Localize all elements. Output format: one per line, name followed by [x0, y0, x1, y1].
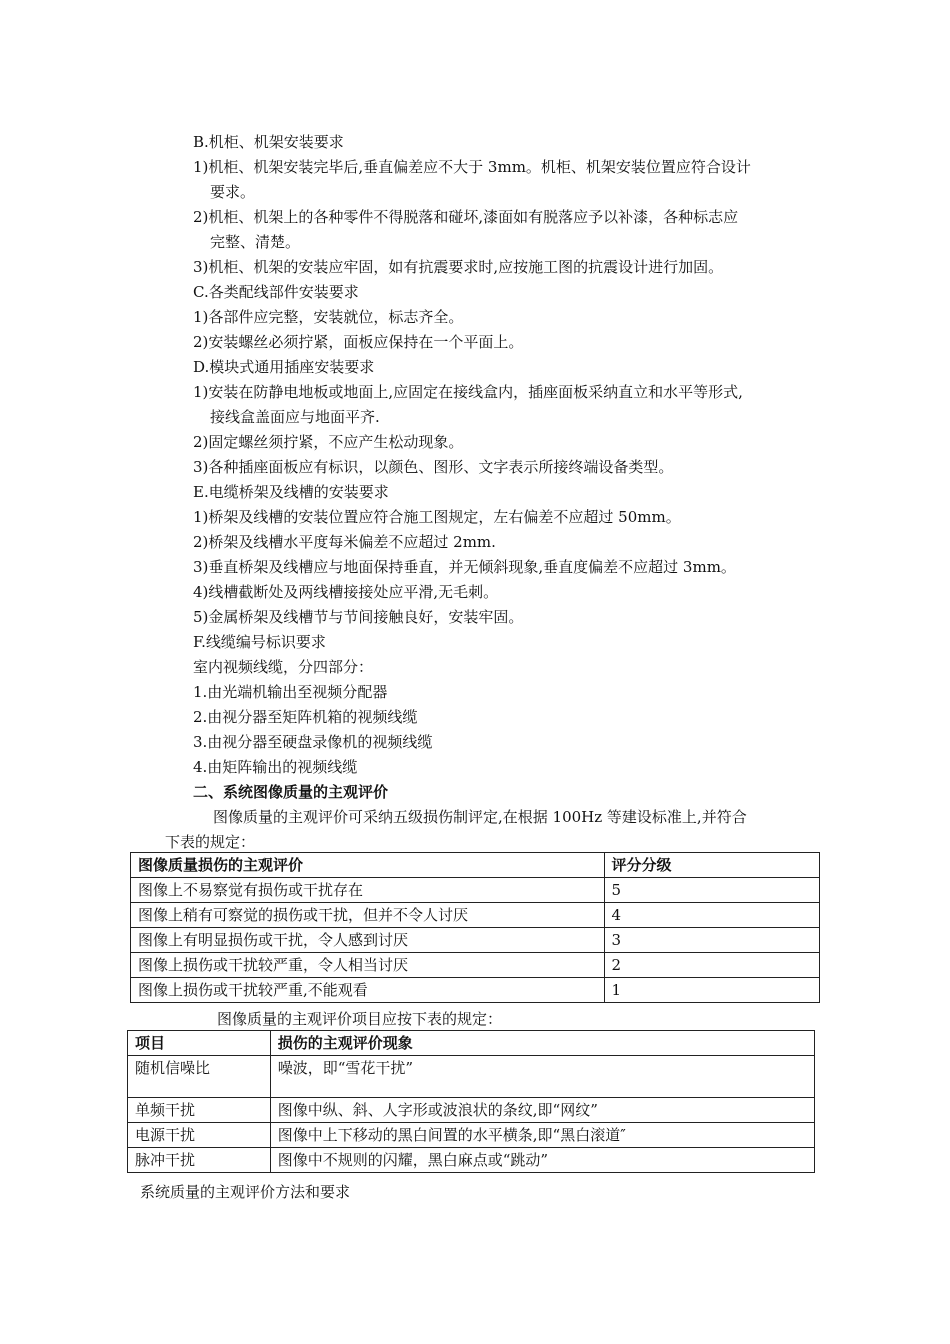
paragraph-d1: 1)安装在防静电地板或地面上,应固定在接线盒内，插座面板采纳直立和水平等形式,	[193, 383, 743, 401]
list-item-f2: 2.由视分器至矩阵机箱的视频线缆	[193, 708, 418, 726]
table-header-cell: 项目	[128, 1031, 271, 1056]
table-row	[128, 1056, 815, 1098]
quality-rating-table	[130, 852, 820, 1003]
table-cell: 图像中不规则的闪耀，黑白麻点或“跳动”	[270, 1148, 814, 1173]
paragraph-d3: 3)各种插座面板应有标识，以颜色、图形、文字表示所接终端设备类型。	[193, 458, 674, 476]
paragraph-2-intro: 图像质量的主观评价可采纳五级损伤制评定,在根据 100Hz 等建设标准上,并符合	[213, 808, 747, 826]
paragraph-f-intro: 室内视频线缆，分四部分：	[193, 658, 374, 676]
paragraph-d2: 2)固定螺丝须拧紧，不应产生松动现象。	[193, 433, 464, 451]
table-cell: 图像上稍有可察觉的损伤或干扰，但并不令人讨厌	[131, 903, 605, 928]
table-cell: 3	[604, 928, 819, 953]
list-item-f3: 3.由视分器至硬盘录像机的视频线缆	[193, 733, 433, 751]
heading-d: D.模块式通用插座安装要求	[193, 358, 375, 376]
table-cell: 图像上有明显损伤或干扰，令人感到讨厌	[131, 928, 605, 953]
paragraph-e1: 1)桥架及线槽的安装位置应符合施工图规定，左右偏差不应超过 50mm。	[193, 508, 681, 526]
table-row	[131, 978, 820, 1003]
table-cell: 随机信噪比	[128, 1056, 271, 1098]
table-row	[131, 928, 820, 953]
table-cell: 5	[604, 878, 819, 903]
table-row	[128, 1098, 815, 1123]
paragraph-b3: 3)机柜、机架的安装应牢固，如有抗震要求时,应按施工图的抗震设计进行加固。	[193, 258, 724, 276]
paragraph-2-intro-cont: 下表的规定：	[165, 833, 256, 851]
paragraph-b2-cont: 完整、清楚。	[210, 233, 301, 251]
list-item-f4: 4.由矩阵输出的视频线缆	[193, 758, 358, 776]
heading-b: B.机柜、机架安装要求	[193, 133, 344, 151]
table-header-cell: 图像质量损伤的主观评价	[131, 853, 605, 878]
heading-f: F.线缆编号标识要求	[193, 633, 326, 651]
table-cell: 单频干扰	[128, 1098, 271, 1123]
table-row	[131, 953, 820, 978]
evaluation-items-table	[127, 1030, 815, 1173]
table-cell: 图像上不易察觉有损伤或干扰存在	[131, 878, 605, 903]
heading-e: E.电缆桥架及线槽的安装要求	[193, 483, 389, 501]
table-cell: 电源干扰	[128, 1123, 271, 1148]
paragraph-b1: 1)机柜、机架安装完毕后,垂直偏差应不大于 3mm。机柜、机架安装位置应符合设计	[193, 158, 751, 176]
section-heading-2: 二、系统图像质量的主观评价	[193, 783, 389, 801]
table-cell: 图像上损伤或干扰较严重,不能观看	[131, 978, 605, 1003]
table2-intro: 图像质量的主观评价项目应按下表的规定：	[217, 1010, 503, 1028]
paragraph-c2: 2)安装螺丝必须拧紧，面板应保持在一个平面上。	[193, 333, 524, 351]
table-row	[128, 1123, 815, 1148]
table-header-cell: 损伤的主观评价现象	[270, 1031, 814, 1056]
table-cell: 1	[604, 978, 819, 1003]
table-row	[131, 903, 820, 928]
list-item-f1: 1.由光端机输出至视频分配器	[193, 683, 388, 701]
paragraph-c1: 1)各部件应完整，安装就位，标志齐全。	[193, 308, 464, 326]
paragraph-e2: 2)桥架及线槽水平度每米偏差不应超过 2mm.	[193, 533, 496, 551]
paragraph-b1-cont: 要求。	[210, 183, 256, 201]
table-cell: 噪波，即“雪花干扰”	[270, 1056, 814, 1098]
paragraph-e3: 3)垂直桥架及线槽应与地面保持垂直，并无倾斜现象,垂直度偏差不应超过 3mm。	[193, 558, 736, 576]
paragraph-b2: 2)机柜、机架上的各种零件不得脱落和碰坏,漆面如有脱落应予以补漆，各种标志应	[193, 208, 739, 226]
closing-line: 系统质量的主观评价方法和要求	[140, 1183, 351, 1201]
table-cell: 图像中上下移动的黑白间置的水平横条,即“黑白滚道″	[270, 1123, 814, 1148]
table-header-cell: 评分分级	[604, 853, 819, 878]
table-row	[128, 1148, 815, 1173]
table-cell: 图像中纵、斜、人字形或波浪状的条纹,即“网纹”	[270, 1098, 814, 1123]
table-cell: 4	[604, 903, 819, 928]
table-header-row	[131, 853, 820, 878]
table-header-row	[128, 1031, 815, 1056]
paragraph-e4: 4)线槽截断处及两线槽接接处应平滑,无毛刺。	[193, 583, 499, 601]
paragraph-d1-cont: 接线盒盖面应与地面平齐.	[210, 408, 380, 426]
table-row	[131, 878, 820, 903]
table-cell: 图像上损伤或干扰较严重，令人相当讨厌	[131, 953, 605, 978]
table-cell: 脉冲干扰	[128, 1148, 271, 1173]
paragraph-e5: 5)金属桥架及线槽节与节间接触良好，安装牢固。	[193, 608, 524, 626]
table-cell: 2	[604, 953, 819, 978]
heading-c: C.各类配线部件安装要求	[193, 283, 359, 301]
